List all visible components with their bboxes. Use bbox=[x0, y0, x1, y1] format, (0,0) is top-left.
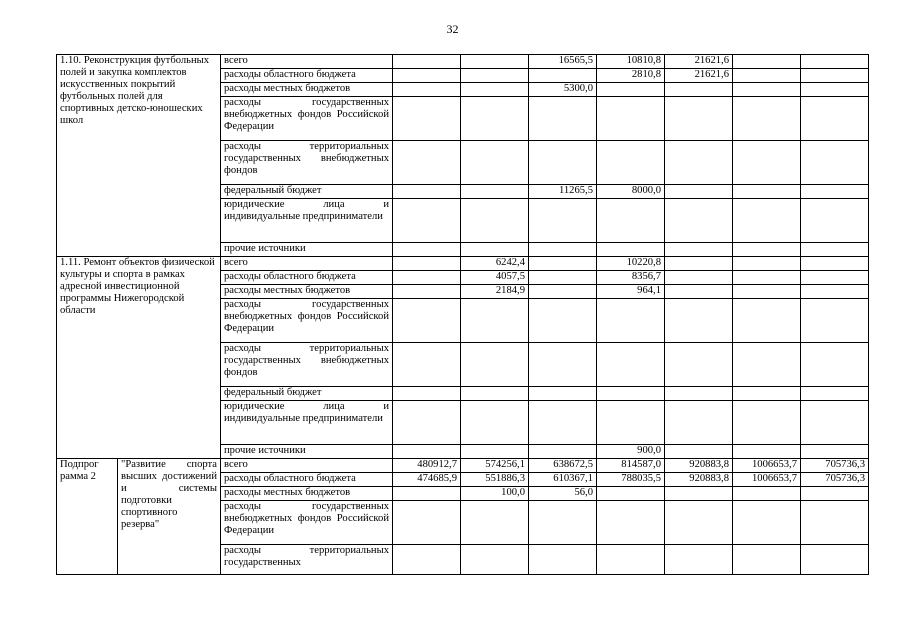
value-cell bbox=[665, 387, 733, 401]
value-cell bbox=[393, 69, 461, 83]
value-cell: 100,0 bbox=[461, 487, 529, 501]
value-cell bbox=[733, 401, 801, 445]
subprogram-label: Подпрог рамма 2 bbox=[57, 459, 118, 575]
value-cell bbox=[393, 141, 461, 185]
value-cell bbox=[597, 199, 665, 243]
value-cell bbox=[801, 445, 869, 459]
value-cell: 610367,1 bbox=[529, 473, 597, 487]
value-cell bbox=[801, 257, 869, 271]
value-cell bbox=[733, 141, 801, 185]
page-number: 32 bbox=[446, 22, 459, 36]
value-cell: 5300,0 bbox=[529, 83, 597, 97]
value-cell bbox=[733, 285, 801, 299]
value-cell bbox=[801, 387, 869, 401]
value-cell bbox=[597, 487, 665, 501]
value-cell bbox=[529, 299, 597, 343]
value-cell: 8000,0 bbox=[597, 185, 665, 199]
funding-source: расходы территориальных государственных внебюджетных фондов bbox=[221, 343, 393, 387]
value-cell: 21621,6 bbox=[665, 69, 733, 83]
value-cell bbox=[801, 299, 869, 343]
value-cell: 480912,7 bbox=[393, 459, 461, 473]
value-cell: 6242,4 bbox=[461, 257, 529, 271]
value-cell bbox=[733, 545, 801, 575]
value-cell bbox=[733, 387, 801, 401]
value-cell bbox=[801, 69, 869, 83]
value-cell bbox=[665, 545, 733, 575]
value-cell bbox=[461, 55, 529, 69]
budget-table bbox=[56, 54, 869, 575]
value-cell bbox=[393, 299, 461, 343]
value-cell bbox=[665, 271, 733, 285]
funding-source: всего bbox=[221, 459, 393, 473]
value-cell bbox=[461, 141, 529, 185]
value-cell bbox=[665, 501, 733, 545]
value-cell bbox=[393, 257, 461, 271]
value-cell bbox=[597, 545, 665, 575]
value-cell bbox=[461, 401, 529, 445]
value-cell: 2184,9 bbox=[461, 285, 529, 299]
value-cell bbox=[529, 141, 597, 185]
value-cell bbox=[665, 243, 733, 257]
value-cell bbox=[801, 271, 869, 285]
value-cell bbox=[529, 243, 597, 257]
value-cell bbox=[529, 271, 597, 285]
value-cell bbox=[733, 271, 801, 285]
funding-source: федеральный бюджет bbox=[221, 185, 393, 199]
value-cell bbox=[529, 343, 597, 387]
value-cell bbox=[393, 387, 461, 401]
value-cell: 474685,9 bbox=[393, 473, 461, 487]
value-cell bbox=[597, 401, 665, 445]
funding-source: расходы областного бюджета bbox=[221, 271, 393, 285]
value-cell bbox=[665, 185, 733, 199]
value-cell: 900,0 bbox=[597, 445, 665, 459]
value-cell bbox=[733, 69, 801, 83]
value-cell bbox=[461, 445, 529, 459]
value-cell bbox=[801, 141, 869, 185]
value-cell bbox=[461, 243, 529, 257]
value-cell: 11265,5 bbox=[529, 185, 597, 199]
value-cell: 788035,5 bbox=[597, 473, 665, 487]
value-cell bbox=[665, 343, 733, 387]
value-cell bbox=[665, 299, 733, 343]
value-cell bbox=[665, 285, 733, 299]
value-cell: 920883,8 bbox=[665, 459, 733, 473]
value-cell bbox=[733, 243, 801, 257]
value-cell bbox=[801, 401, 869, 445]
value-cell bbox=[393, 501, 461, 545]
value-cell: 574256,1 bbox=[461, 459, 529, 473]
value-cell bbox=[665, 97, 733, 141]
value-cell: 705736,3 bbox=[801, 473, 869, 487]
value-cell bbox=[665, 487, 733, 501]
value-cell bbox=[597, 299, 665, 343]
value-cell: 2810,8 bbox=[597, 69, 665, 83]
value-cell bbox=[665, 141, 733, 185]
value-cell bbox=[393, 271, 461, 285]
value-cell bbox=[529, 257, 597, 271]
funding-source: расходы местных бюджетов bbox=[221, 487, 393, 501]
value-cell: 814587,0 bbox=[597, 459, 665, 473]
value-cell bbox=[529, 501, 597, 545]
value-cell: 1006653,7 bbox=[733, 459, 801, 473]
value-cell bbox=[529, 199, 597, 243]
funding-source: всего bbox=[221, 55, 393, 69]
value-cell: 705736,3 bbox=[801, 459, 869, 473]
funding-source: расходы местных бюджетов bbox=[221, 285, 393, 299]
funding-source: расходы областного бюджета bbox=[221, 473, 393, 487]
value-cell bbox=[733, 97, 801, 141]
value-cell bbox=[461, 387, 529, 401]
value-cell bbox=[529, 401, 597, 445]
value-cell bbox=[393, 487, 461, 501]
value-cell bbox=[393, 199, 461, 243]
value-cell bbox=[529, 387, 597, 401]
value-cell: 1006653,7 bbox=[733, 473, 801, 487]
value-cell bbox=[597, 501, 665, 545]
value-cell: 964,1 bbox=[597, 285, 665, 299]
funding-source: юридические лица и индивидуальные предприниматели bbox=[221, 401, 393, 445]
value-cell bbox=[529, 97, 597, 141]
value-cell bbox=[393, 185, 461, 199]
value-cell: 638672,5 bbox=[529, 459, 597, 473]
value-cell bbox=[393, 545, 461, 575]
value-cell bbox=[801, 185, 869, 199]
value-cell: 16565,5 bbox=[529, 55, 597, 69]
value-cell: 10810,8 bbox=[597, 55, 665, 69]
funding-source: прочие источники bbox=[221, 243, 393, 257]
value-cell bbox=[529, 285, 597, 299]
value-cell bbox=[733, 487, 801, 501]
funding-source: всего bbox=[221, 257, 393, 271]
table-row bbox=[57, 55, 869, 69]
value-cell bbox=[393, 401, 461, 445]
value-cell bbox=[461, 545, 529, 575]
value-cell bbox=[665, 83, 733, 97]
value-cell bbox=[393, 55, 461, 69]
funding-source: расходы государственных внебюджетных фондов Российской Федерации bbox=[221, 501, 393, 545]
value-cell bbox=[665, 445, 733, 459]
value-cell bbox=[529, 445, 597, 459]
value-cell: 10220,8 bbox=[597, 257, 665, 271]
subprogram-name: "Развитие спорта высших достижений и системы подготовки спортивного резерва" bbox=[118, 459, 221, 575]
value-cell: 920883,8 bbox=[665, 473, 733, 487]
value-cell bbox=[801, 243, 869, 257]
value-cell bbox=[801, 55, 869, 69]
value-cell bbox=[393, 343, 461, 387]
value-cell bbox=[597, 141, 665, 185]
value-cell bbox=[461, 97, 529, 141]
value-cell bbox=[393, 445, 461, 459]
value-cell: 8356,7 bbox=[597, 271, 665, 285]
value-cell bbox=[461, 83, 529, 97]
value-cell bbox=[597, 387, 665, 401]
value-cell bbox=[393, 243, 461, 257]
value-cell bbox=[597, 243, 665, 257]
value-cell bbox=[461, 199, 529, 243]
value-cell bbox=[461, 299, 529, 343]
funding-source: расходы территориальных государственных внебюджетных фондов bbox=[221, 141, 393, 185]
value-cell bbox=[801, 97, 869, 141]
value-cell bbox=[801, 343, 869, 387]
value-cell bbox=[597, 343, 665, 387]
funding-source: прочие источники bbox=[221, 445, 393, 459]
table-row bbox=[57, 459, 869, 473]
funding-source: расходы государственных внебюджетных фондов Российской Федерации bbox=[221, 299, 393, 343]
funding-source: расходы государственных внебюджетных фондов Российской Федерации bbox=[221, 97, 393, 141]
value-cell bbox=[665, 257, 733, 271]
value-cell bbox=[733, 299, 801, 343]
value-cell: 21621,6 bbox=[665, 55, 733, 69]
value-cell bbox=[461, 501, 529, 545]
value-cell bbox=[733, 185, 801, 199]
value-cell bbox=[801, 83, 869, 97]
value-cell bbox=[733, 257, 801, 271]
value-cell bbox=[801, 545, 869, 575]
value-cell bbox=[529, 69, 597, 83]
funding-source: федеральный бюджет bbox=[221, 387, 393, 401]
value-cell bbox=[597, 83, 665, 97]
value-cell bbox=[461, 185, 529, 199]
value-cell bbox=[733, 55, 801, 69]
funding-source: расходы территориальных государственных bbox=[221, 545, 393, 575]
value-cell bbox=[393, 83, 461, 97]
measure-name: 1.11. Ремонт объектов физической культуры и спорта в рамках адресной инвестиционной программы Нижегородской области bbox=[57, 257, 221, 459]
value-cell bbox=[801, 501, 869, 545]
value-cell bbox=[733, 501, 801, 545]
value-cell: 4057,5 bbox=[461, 271, 529, 285]
funding-source: юридические лица и индивидуальные предприниматели bbox=[221, 199, 393, 243]
value-cell: 56,0 bbox=[529, 487, 597, 501]
value-cell bbox=[393, 285, 461, 299]
value-cell bbox=[393, 97, 461, 141]
value-cell: 551886,3 bbox=[461, 473, 529, 487]
value-cell bbox=[529, 545, 597, 575]
value-cell bbox=[733, 83, 801, 97]
value-cell bbox=[665, 199, 733, 243]
value-cell bbox=[733, 445, 801, 459]
value-cell bbox=[733, 343, 801, 387]
value-cell bbox=[801, 487, 869, 501]
value-cell bbox=[461, 343, 529, 387]
value-cell bbox=[801, 285, 869, 299]
value-cell bbox=[733, 199, 801, 243]
table-row bbox=[57, 257, 869, 271]
value-cell bbox=[801, 199, 869, 243]
measure-name: 1.10. Реконструкция футбольных полей и закупка комплектов искусственных покрытий футбольных полей для спортивных детско-юношеских школ bbox=[57, 55, 221, 257]
funding-source: расходы областного бюджета bbox=[221, 69, 393, 83]
value-cell bbox=[665, 401, 733, 445]
funding-source: расходы местных бюджетов bbox=[221, 83, 393, 97]
value-cell bbox=[597, 97, 665, 141]
value-cell bbox=[461, 69, 529, 83]
